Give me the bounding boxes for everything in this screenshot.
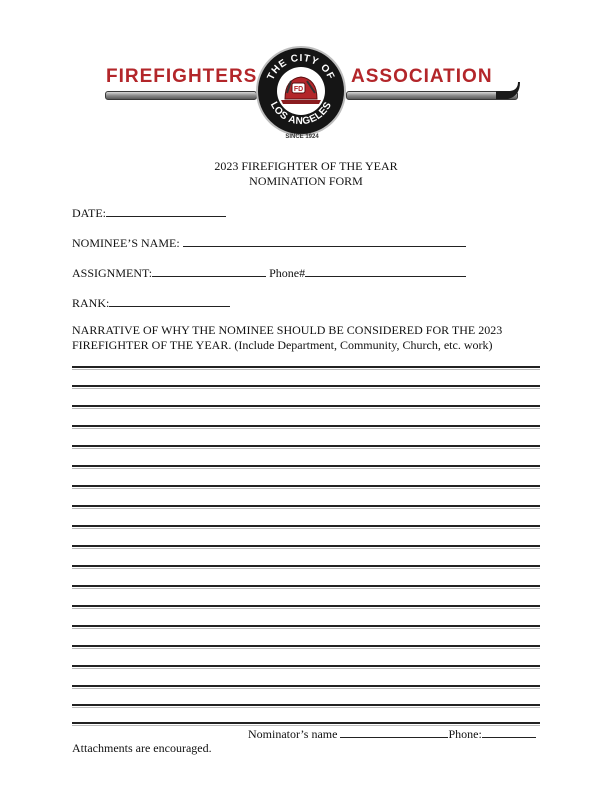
narrative-writing-line[interactable] <box>72 685 540 687</box>
rank-row <box>72 295 230 310</box>
rank-label: RANK: <box>72 296 110 310</box>
narrative-writing-line[interactable] <box>72 645 540 647</box>
nominator-row <box>248 726 536 741</box>
narrative-writing-line[interactable] <box>72 485 540 487</box>
narrative-writing-line[interactable] <box>72 525 540 527</box>
pike-pole-right <box>346 91 518 100</box>
seal-center <box>277 67 325 115</box>
narrative-writing-line[interactable] <box>72 625 540 627</box>
narrative-writing-line[interactable] <box>72 585 540 587</box>
narrative-writing-line[interactable] <box>72 425 540 427</box>
nominee-name-input[interactable] <box>183 235 466 247</box>
nominator-name-label: Nominator’s name <box>248 727 338 741</box>
narrative-writing-line[interactable] <box>72 665 540 667</box>
seal-badge-text: FD <box>293 86 304 93</box>
narrative-writing-line[interactable] <box>72 405 540 407</box>
pike-hook-icon <box>496 80 520 110</box>
date-row <box>72 205 226 220</box>
narrative-writing-line[interactable] <box>72 465 540 467</box>
form-subtitle: NOMINATION FORM <box>249 174 363 188</box>
narrative-writing-line[interactable] <box>72 505 540 507</box>
narrative-writing-line[interactable] <box>72 722 540 724</box>
attachments-note: Attachments are encouraged. <box>72 741 212 755</box>
form-title: 2023 FIREFIGHTER OF THE YEAR <box>214 159 398 173</box>
narrative-line-2: FIREFIGHTER OF THE YEAR. (Include Department, Community, Church, etc. work) <box>72 338 493 352</box>
assignment-label: ASSIGNMENT: <box>72 266 153 280</box>
nominator-name-input[interactable] <box>340 726 448 738</box>
nominee-name-label: NOMINEE’S NAME: <box>72 236 180 250</box>
fire-helmet-icon <box>277 67 325 115</box>
seal-bottom-text: LOS ANGELES <box>267 100 335 128</box>
narrative-writing-line[interactable] <box>72 605 540 607</box>
association-logo <box>100 46 520 146</box>
narrative-writing-line[interactable] <box>72 704 540 706</box>
phone-input[interactable] <box>305 265 466 277</box>
assignment-row <box>72 265 466 280</box>
nominee-row <box>72 235 466 250</box>
assignment-input[interactable] <box>152 265 266 277</box>
seal-top-text: THE CITY OF <box>265 52 337 82</box>
narrative-writing-line[interactable] <box>72 385 540 387</box>
phone-label: Phone# <box>269 266 306 280</box>
nominator-phone-input[interactable] <box>482 726 536 738</box>
city-seal <box>256 46 346 136</box>
since-year-text: SINCE 1924 <box>285 134 319 140</box>
narrative-line-1: NARRATIVE OF WHY THE NOMINEE SHOULD BE CONSIDERED FOR THE 2023 <box>72 323 503 337</box>
date-label: DATE: <box>72 206 106 220</box>
narrative-prompt <box>72 323 542 353</box>
narrative-writing-line[interactable] <box>72 445 540 447</box>
nominator-phone-label: Phone: <box>448 727 482 741</box>
pike-pole-left <box>105 91 257 100</box>
narrative-writing-line[interactable] <box>72 565 540 567</box>
date-input[interactable] <box>106 205 226 217</box>
narrative-writing-line[interactable] <box>72 366 540 368</box>
rank-input[interactable] <box>109 295 230 307</box>
narrative-writing-line[interactable] <box>72 545 540 547</box>
logo-firefighters-text: FIREFIGHTERS <box>106 66 258 87</box>
logo-association-text: ASSOCIATION <box>351 66 493 87</box>
